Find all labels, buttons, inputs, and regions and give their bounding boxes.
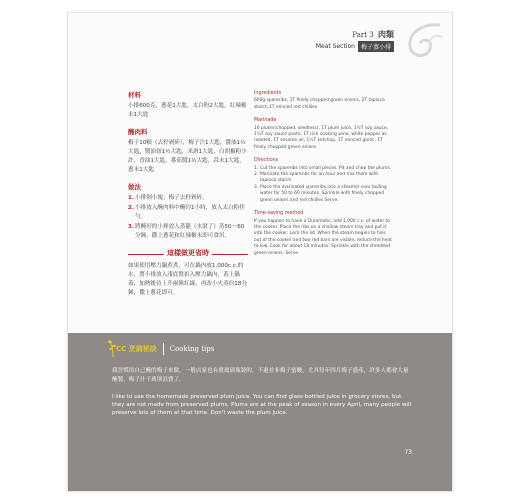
- en-step: 2. Marinate the spareribs for an hour and mix them with tapioca starch.: [254, 172, 379, 184]
- english-recipe-column: [254, 91, 394, 257]
- header-section-label: Meat Section: [315, 43, 355, 50]
- zh-ingredients-title: 材料: [128, 91, 141, 99]
- header-section: [316, 41, 394, 52]
- en-directions-title: Directions: [254, 158, 279, 164]
- en-timesaving: If you happen to have a Duromatic, add 1,000 c.c. of water to the cooker. Place the ribs on a shallow steam tray and put it into the cooker. Lock the lid. When the steam begins to hiss out of the cooker and two red bars are visible, reduce the heat to low. Cook for about 18 minutes. Sprinkle with the shredded green onions. Serve.: [254, 218, 392, 256]
- en-step: 3. Place the marinated spareribs into a steamer over boiling water for 50 to 60 minutes. Sprinkle with finely chopped green onions and red chillies Serve.: [254, 184, 387, 203]
- en-ingredients-title: Ingredients: [254, 91, 282, 96]
- zh-note: 如果使用壓力鍋煮煮，可在鍋內放1,000c.c.的水，將小排放入淺底盤扣入壓力鍋內，蓋上鍋蓋，加熱後待上升兩條紅線，再改小火蒸約18分鐘，撒上蔥花即可。: [128, 263, 247, 296]
- en-ingredients: 600g spareribs, 1T finely chopped green onions, 2T tapioca starch,1T minced red chillies: [254, 98, 385, 110]
- tips-label: [116, 343, 214, 355]
- zh-marinade: 梅子10顆（去籽剁碎），梅子汁1大匙，醬油1½大匙，醬油膏1½大匙，米酒1大匙，白胡椒粉少許，香油1大匙，番茄醬1½大匙，蒜末1大匙，蔥末1大匙: [128, 140, 247, 173]
- en-timesaving-title: Time-saving method: [254, 211, 304, 217]
- header-part: [352, 29, 394, 40]
- zh-step: 3. 將醃好的小排放入蒸籠（水滾了）蒸50～60分鐘，撒上蔥花和紅辣椒末即可食用。: [128, 224, 245, 239]
- tips-label-en: Cooking tips: [169, 345, 215, 353]
- en-marinade: 10 plums(chopped, seedless), 1T plum juice, 1½T soy sauce, 1½T soy sauce paste, 1T rice cooking wine, white pepper as needed, 1T sesame oil, 1½T ketchup, 1T minced garlic, 1T finely chopped green onions: [254, 125, 389, 150]
- decorative-swirl-icon: [400, 19, 446, 65]
- zh-steps-list: [128, 194, 248, 241]
- header-part-label: Part 3: [352, 31, 374, 39]
- header-section-tag: 梅子蒸小排: [358, 41, 394, 52]
- cooking-tips-band: [68, 333, 453, 492]
- zh-step: 2. 小排放入醃肉料中醃約1小時，放入太白粉拌勻。: [128, 205, 245, 220]
- zh-note-title: 這樣做更省時: [128, 249, 248, 258]
- header-part-zh: 肉類: [378, 29, 394, 39]
- chinese-recipe-column: [128, 91, 248, 298]
- zh-step: 1. 小排剁小塊；梅子去籽剁碎。: [128, 195, 208, 201]
- book-page: [67, 12, 453, 492]
- zh-method-title: 做法: [128, 183, 141, 191]
- tips-divider: [163, 343, 164, 355]
- zh-ingredients: 小排600克，蔥花1大匙，太白粉2大匙，紅辣椒末1大匙: [128, 103, 247, 118]
- tips-label-zh: CC 烹調秘訣: [116, 345, 157, 353]
- en-marinade-title: Marinade: [254, 118, 277, 124]
- zh-marinade-title: 醃肉料: [128, 128, 148, 136]
- tips-text-en: I like to use the homemade preserved plum juice. You can find glass-bottled juice in grocery stores, but they are not made from preserved plums. Plums are at the peak of season in every April, many people will preserve lots of them at that time. Don't waste the plum juice.: [112, 394, 412, 416]
- tips-text-zh: 我習慣用自己醃的梅子來做，一般店家也有賣玻璃瓶裝的，不過並非梅子蜜餞，尤其每年四月梅子盛產，許多人都會大量醃製，梅子汁千萬別浪費了。: [112, 368, 409, 383]
- page-number: 73: [404, 449, 412, 456]
- en-step: 1. Cut the spareribs into small pieces. Pit and chop the plums.: [254, 165, 391, 171]
- en-steps-list: [254, 166, 394, 204]
